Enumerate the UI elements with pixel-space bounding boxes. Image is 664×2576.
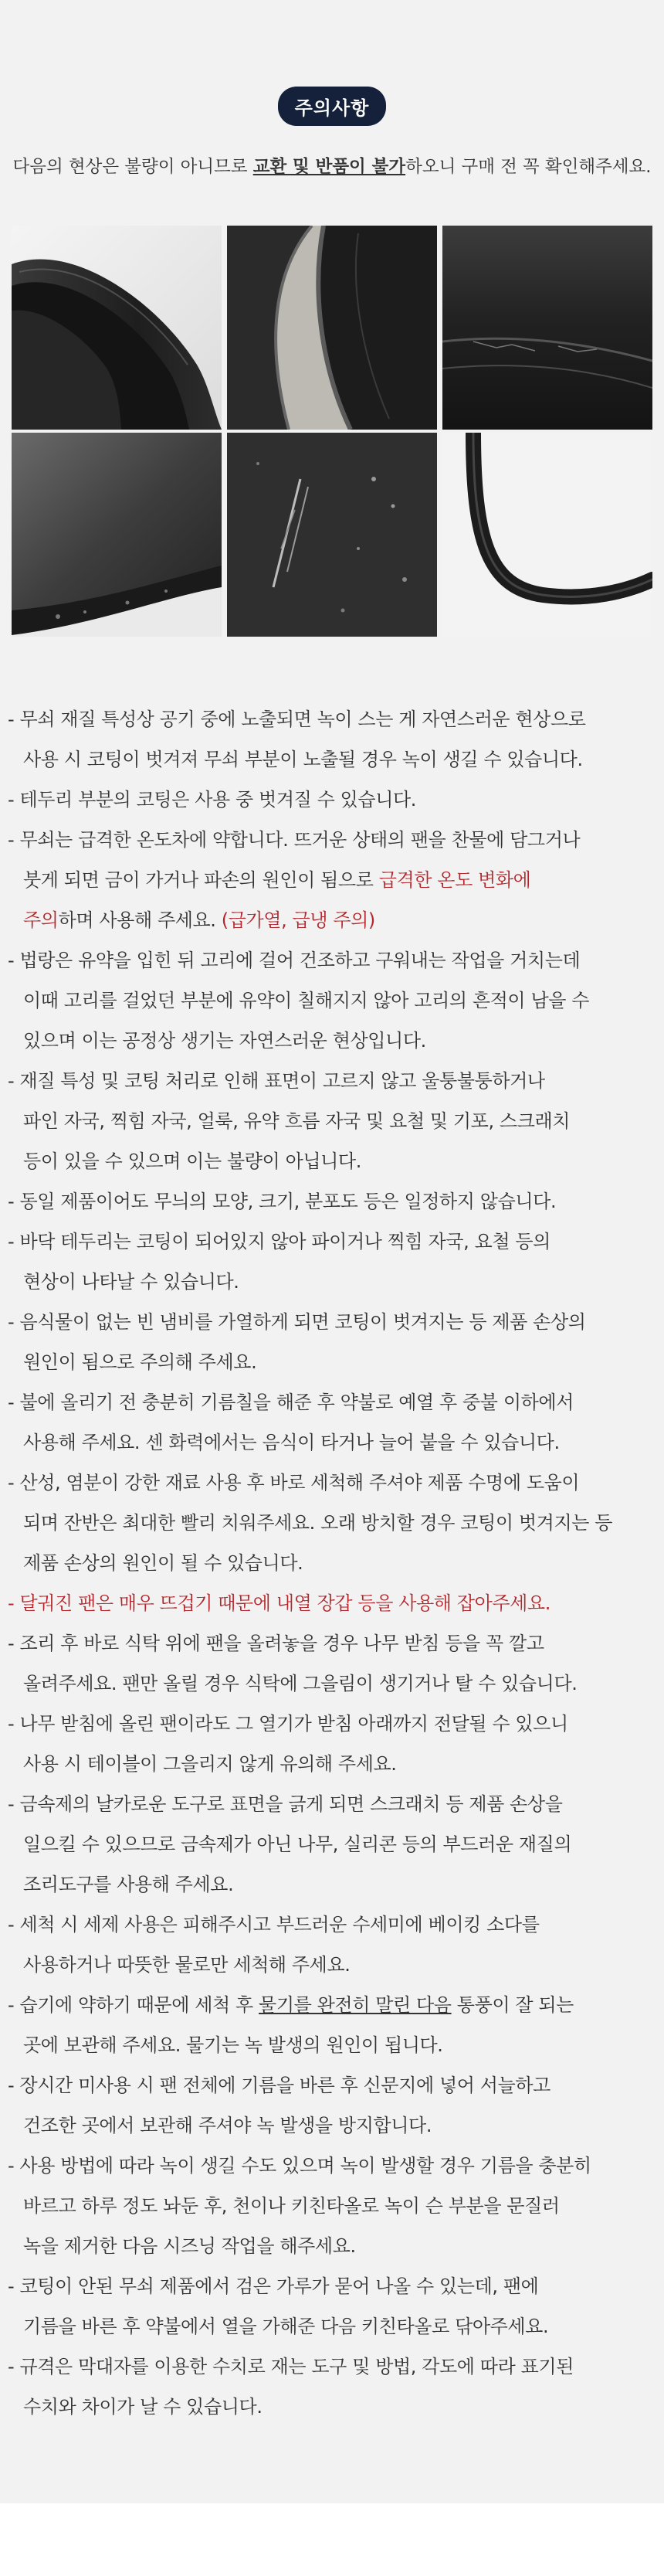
notice-suffix: 하오니 구매 전 꼭 확인해주세요. [405,157,652,177]
caution-item [8,820,656,940]
caution-line: - 바닥 테두리는 코팅이 되어있지 않아 파이거나 찍힘 자국, 요철 등의 [8,1231,551,1252]
caution-line: 이때 고리를 걸었던 부분에 유약이 칠해지지 않아 고리의 흔적이 남을 수 [23,990,590,1011]
notice-text [0,153,664,178]
caution-line: 건조한 곳에서 보관해 주셔야 녹 발생을 방지합니다. [23,2115,432,2136]
caution-item [8,940,656,1061]
caution-highlight: (급가열, 급냉 주의) [221,909,375,931]
caution-line: 제품 손상의 원인이 될 수 있습니다. [23,1552,303,1574]
caution-text: 통풍이 잘 되는 [451,1994,574,2016]
caution-line: - 장시간 미사용 시 팬 전체에 기름을 바른 후 신문지에 넣어 서늘하고 [8,2075,551,2096]
caution-line: - 테두리 부분의 코팅은 사용 중 벗겨질 수 있습니다. [8,789,416,811]
caution-item [8,1905,656,1985]
pan-rim-texture-photo [12,433,222,637]
caution-text: - 습기에 약하기 때문에 세척 후 [8,1994,259,2016]
caution-badge: 주의사항 [278,87,387,126]
caution-line: 등이 있을 수 있으며 이는 불량이 아닙니다. [23,1150,361,1172]
caution-item [8,1061,656,1181]
pan-handle-edge-photo [12,226,222,430]
caution-line: - 음식물이 없는 빈 냄비를 가열하게 되면 코팅이 벗겨지는 등 제품 손상의 [8,1311,586,1333]
caution-badge-wrapper [0,87,664,126]
caution-item [8,780,656,820]
caution-line: 파인 자국, 찍힘 자국, 얼룩, 유약 흐름 자국 및 요철 및 기포, 스크래치 [23,1110,571,1132]
pan-scratches-photo [227,433,437,637]
caution-line: - 무쇠 재질 특성상 공기 중에 노출되면 녹이 스는 게 자연스러운 현상으로 [8,709,586,730]
notice-prefix: 다음의 현상은 불량이 아니므로 [12,157,253,177]
caution-item [8,1222,656,1302]
caution-line: - 세척 시 세제 사용은 피해주시고 부드러운 수세미에 베이킹 소다를 [8,1914,540,1935]
caution-line [8,900,656,940]
caution-item [8,1463,656,1583]
caution-line: 사용해 주세요. 센 화력에서는 음식이 타거나 늘어 붙을 수 있습니다. [23,1432,560,1453]
caution-item [8,699,656,780]
caution-line: - 코팅이 안된 무쇠 제품에서 검은 가루가 묻어 나올 수 있는데, 팬에 [8,2275,539,2297]
caution-highlight: 급격한 온도 변화에 [378,869,531,891]
caution-item [8,1623,656,1704]
caution-line: - 달궈진 팬은 매우 뜨겁기 때문에 내열 장갑 등을 사용해 잡아주세요. [8,1592,551,1614]
caution-text: 하며 사용해 주세요. [58,909,222,931]
caution-item [8,1583,656,1623]
caution-item [8,2266,656,2347]
caution-line: 바르고 하루 정도 놔둔 후, 천이나 키친타올로 녹이 슨 부분을 문질러 [23,2195,560,2217]
caution-item [8,1784,656,1905]
caution-line: 있으며 이는 공정상 생기는 자연스러운 현상입니다. [23,1030,426,1052]
pan-surface-lines-photo [442,226,652,430]
photo-grid [12,226,652,637]
caution-line: - 동일 제품이어도 무늬의 모양, 크기, 분포도 등은 일정하지 않습니다. [8,1191,557,1212]
caution-text: 붓게 되면 금이 가거나 파손의 원인이 됨으로 [23,869,379,891]
caution-item [8,2347,656,2427]
caution-line: 기름을 바른 후 약불에서 열을 가해준 다음 키친타올로 닦아주세요. [23,2316,549,2337]
caution-line: 올려주세요. 팬만 올릴 경우 식탁에 그을림이 생기거나 탈 수 있습니다. [23,1673,578,1694]
caution-line: - 재질 특성 및 코팅 처리로 인해 표면이 고르지 않고 울퉁불퉁하거나 [8,1070,545,1092]
caution-line: 현상이 나타날 수 있습니다. [23,1271,239,1293]
caution-item [8,2146,656,2266]
caution-line: 사용 시 코팅이 벗겨져 무쇠 부분이 노출될 경우 녹이 생길 수 있습니다. [23,749,583,770]
caution-line: 되며 잔반은 최대한 빨리 치워주세요. 오래 방치할 경우 코팅이 벗겨지는 등 [23,1512,613,1534]
caution-line: - 규격은 막대자를 이용한 수치로 재는 도구 및 방법, 각도에 따라 표기된 [8,2356,574,2377]
caution-list [8,699,656,2427]
caution-line: 원인이 됨으로 주의해 주세요. [23,1351,257,1373]
caution-line: 사용하거나 따뜻한 물로만 세척해 주세요. [23,1954,351,1976]
caution-line: - 법랑은 유약을 입힌 뒤 고리에 걸어 건조하고 구워내는 작업을 거치는데 [8,950,581,971]
caution-line: 일으킬 수 있으므로 금속제가 아닌 나무, 실리콘 등의 부드러운 재질의 [23,1833,572,1855]
caution-item [8,1704,656,1784]
caution-line: 곳에 보관해 주세요. 물기는 녹 발생의 원인이 됩니다. [23,2034,443,2056]
caution-line: 사용 시 테이블이 그을리지 않게 유의해 주세요. [23,1753,397,1775]
caution-line [8,1985,656,2025]
caution-line: - 사용 방법에 따라 녹이 생길 수도 있으며 녹이 발생할 경우 기름을 충분히 [8,2155,591,2177]
caution-line: - 나무 받침에 올린 팬이라도 그 열기가 받침 아래까지 전달될 수 있으니 [8,1713,568,1735]
caution-underline: 물기를 완전히 말린 다음 [259,1994,452,2016]
caution-line: - 금속제의 날카로운 도구로 표면을 긁게 되면 스크래치 등 제품 손상을 [8,1793,563,1815]
caution-line [8,860,656,900]
caution-item [8,1985,656,2065]
caution-item [8,1181,656,1222]
pan-handle-curve-photo [442,433,652,637]
caution-item [8,1302,656,1382]
caution-line: - 산성, 염분이 강한 재료 사용 후 바로 세척해 주셔야 제품 수명에 도움이 [8,1472,580,1494]
notice-emphasis: 교환 및 반품이 불가 [252,157,406,177]
caution-item [8,2065,656,2146]
caution-line: - 조리 후 바로 식탁 위에 팬을 올려놓을 경우 나무 받침 등을 꼭 깔고 [8,1633,544,1654]
caution-item [8,1382,656,1463]
pan-rim-closeup-photo [227,226,437,430]
caution-line: - 불에 올리기 전 충분히 기름칠을 해준 후 약불로 예열 후 중불 이하에서 [8,1392,574,1413]
caution-highlight: 주의 [23,909,59,931]
caution-line: 수치와 차이가 날 수 있습니다. [23,2396,263,2418]
caution-line: 조리도구를 사용해 주세요. [23,1874,234,1895]
caution-line: 녹을 제거한 다음 시즈닝 작업을 해주세요. [23,2235,356,2257]
caution-line: - 무쇠는 급격한 온도차에 약합니다. 뜨거운 상태의 팬을 찬물에 담그거나 [8,829,581,851]
